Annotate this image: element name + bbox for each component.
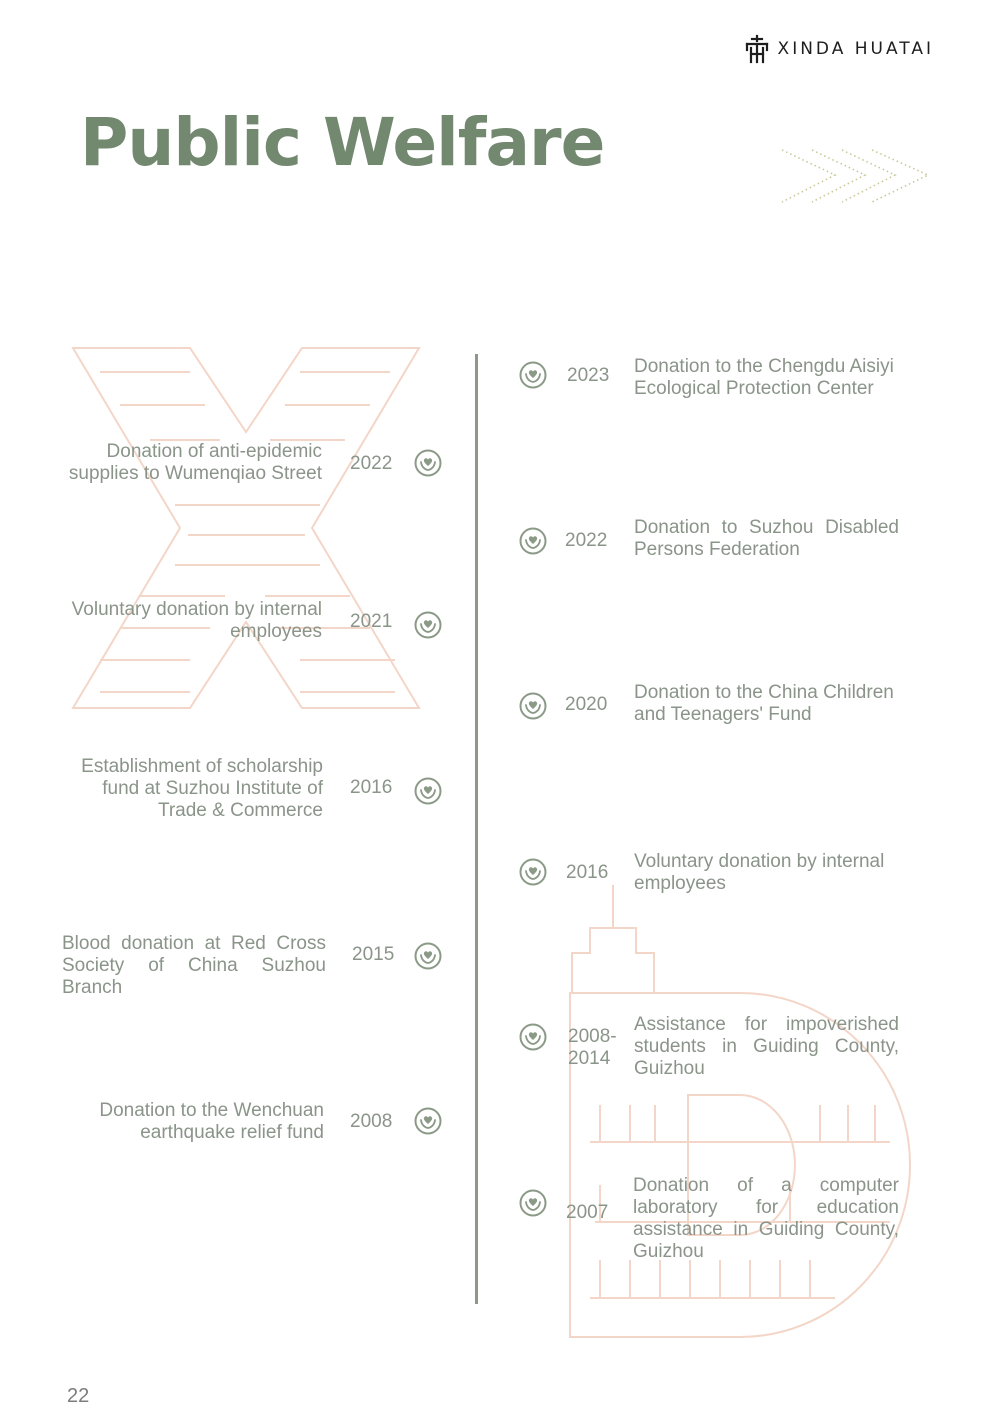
page-number: 22 [67, 1385, 90, 1407]
event-description: Donation to the Wenchuan earthquake relief fund [99, 1100, 324, 1143]
event-year: 2022 [350, 453, 393, 474]
charity-heart-icon [414, 1107, 442, 1135]
event-year: 2021 [350, 611, 393, 632]
event-year: 2016 [350, 777, 393, 798]
event-description: Voluntary donation by internal employees [71, 599, 322, 642]
event-description: Establishment of scholarship fund at Suzhou Institute of Trade & Commerce [81, 756, 323, 821]
event-year: 2023 [567, 365, 610, 386]
page-title: Public Welfare [80, 104, 605, 181]
charity-heart-icon [519, 1023, 547, 1051]
timeline-axis [475, 354, 478, 1304]
brand-name: XINDA HUATAI [777, 39, 934, 59]
event-year: 2016 [566, 862, 609, 883]
charity-heart-icon [414, 611, 442, 639]
event-description: Blood donation at Red Cross Society of China Suzhou Branch [62, 933, 326, 998]
dotted-chevrons-icon [780, 148, 935, 208]
charity-heart-icon [519, 692, 547, 720]
charity-heart-icon [519, 858, 547, 886]
event-year: 2007 [566, 1202, 609, 1223]
charity-heart-icon [414, 449, 442, 477]
decorative-x-letter [73, 348, 419, 708]
event-year: 2008-2014 [568, 1026, 617, 1069]
event-description: Assistance for impoverished students in Guiding County, Guizhou [634, 1014, 899, 1079]
event-description: Donation to the China Children and Teenagers' Fund [634, 682, 894, 725]
event-description: Donation of a computer laboratory for education assistance in Guiding County, Guizhou [633, 1175, 899, 1262]
charity-heart-icon [414, 777, 442, 805]
event-year: 2022 [565, 530, 608, 551]
event-year: 2015 [352, 944, 395, 965]
event-description: Donation of anti-epidemic supplies to Wumenqiao Street [68, 441, 322, 484]
charity-heart-icon [519, 1189, 547, 1217]
event-description: Donation to Suzhou Disabled Persons Federation [634, 517, 899, 560]
event-description: Donation to the Chengdu Aisiyi Ecological Protection Center [634, 356, 894, 399]
charity-heart-icon [519, 527, 547, 555]
building-logo-icon [744, 34, 770, 64]
event-description: Voluntary donation by internal employees [634, 851, 885, 894]
brand-header [744, 34, 934, 64]
event-year: 2020 [565, 694, 608, 715]
event-year: 2008 [350, 1111, 393, 1132]
charity-heart-icon [519, 361, 547, 389]
charity-heart-icon [414, 942, 442, 970]
